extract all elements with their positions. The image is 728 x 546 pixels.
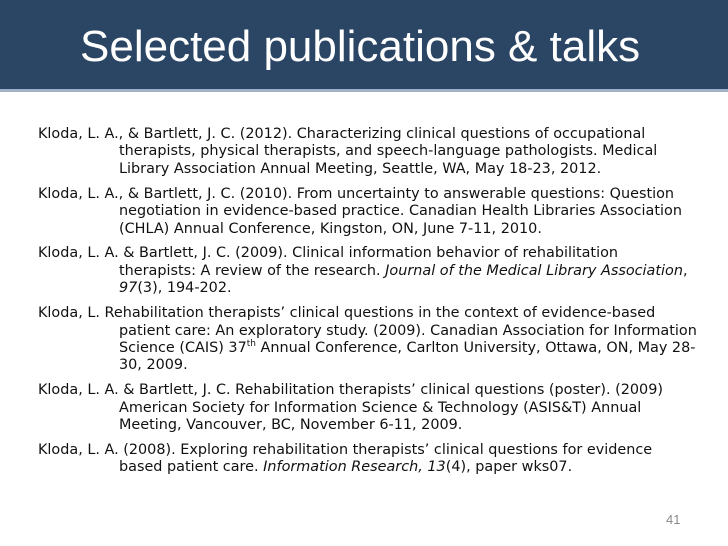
title-bar — [0, 0, 728, 92]
publication-citation: Kloda, L. A., & Bartlett, J. C. (2010). From uncertainty to answerable questions: Question negotiation in evidence-based practice. Canadian Health Libraries Association (CHLA) Annual Conference, Kingston, ON, June 7-11, 2010. — [38, 185, 682, 237]
ordinal-suffix: th — [246, 338, 256, 349]
publication-citation: Kloda, L. A. & Bartlett, J. C. Rehabilitation therapists’ clinical questions (poster). (2009) American Society for Information Science & Technology (ASIS&T) Annual Meeting, Vancouver, BC, November 6-11, 2009. — [38, 382, 663, 434]
journal-title: Information Research, 13 — [263, 459, 446, 476]
slide-title: Selected publications & talks — [80, 22, 641, 71]
publication-list — [38, 126, 698, 484]
citation-tail: (4), paper wks07. — [445, 459, 573, 476]
citation-tail: (3), 194-202. — [137, 280, 232, 297]
publication-citation: Kloda, L. A., & Bartlett, J. C. (2012). Characterizing clinical questions of occupational therapists, physical therapists, and speech-language pathologists. Medical Library Association Annual Meeting, Seattle, WA, May 18-23, 2012. — [38, 126, 658, 177]
citation-separator: , — [682, 262, 688, 279]
publication-citation: Kloda, L. A. (2008). Exploring rehabilitation therapists’ clinical questions for evidence based patient care. — [38, 442, 653, 476]
publication-item — [38, 382, 698, 434]
publication-item — [38, 442, 698, 477]
publication-citation: Kloda, L. Rehabilitation therapists’ clinical questions in the context of evidence-based patient care: An exploratory study. (2009). Canadian Association for Information Science (CAIS) 37 — [38, 305, 697, 356]
citation-tail: Annual Conference, Carlton University, Ottawa, ON, May 28-30, 2009. — [119, 339, 696, 374]
publication-item — [38, 186, 698, 238]
slide-number: 41 — [666, 512, 681, 527]
journal-volume: 97 — [119, 280, 138, 297]
publication-item — [38, 126, 698, 178]
publication-citation: Kloda, L. A. & Bartlett, J. C. (2009). Clinical information behavior of rehabilitation therapists: A review of the research. — [38, 245, 618, 279]
publication-item — [38, 305, 698, 375]
publication-item — [38, 245, 698, 297]
journal-title: Journal of the Medical Library Association — [385, 262, 683, 279]
